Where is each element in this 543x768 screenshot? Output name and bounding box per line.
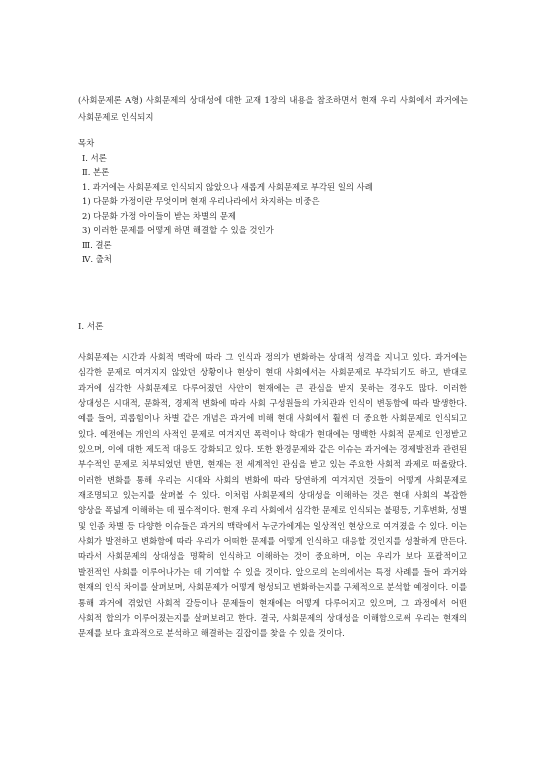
toc-item: 2) 다문화 가정 아이들이 받는 차별의 문제 [82, 210, 237, 221]
toc-item: 1. 과거에는 사회문제로 인식되지 않았으나 새롭게 사회문제로 부각된 일의 사례 [82, 181, 373, 192]
toc-item: Ⅳ. 출처 [82, 254, 112, 264]
toc-item: Ⅱ. 본론 [82, 167, 110, 177]
introduction-paragraph: 사회문제는 시간과 사회적 맥락에 따라 그 인식과 정의가 변화하는 상대적 성격을 지니고 있다. 과거에는 심각한 문제로 여겨지지 않았던 상황이나 현상이 현대 사회에서는 사회문제로 부각되기도 하고, 반대로 과거에 심각한 사회문제로 다루어졌던 사안이 현재에는 큰 관심을 받지 못하는 경우도 많다. 이러한 상대성은 시대적, 문화적, 경제적 변화에 따라 사회 구성원들의 가치관과 인식이 변동함에 따라 발생한다. 예를 들어, 괴롭힘이나 차별 같은 개념은 과거에 비해 현대 사회에서 훨씬 더 중요한 사회문제로 인식되고 있다. 예전에는 개인의 사적인 문제로 여겨지던 폭력이나 학대가 현대에는 명백한 사회적 문제로 인정받고 있으며, 이에 대한 제도적 대응도 강화되고 있다. 또한 환경문제와 같은 이슈는 과거에는 경제발전과 관련된 부수적인 문제로 치부되었던 반면, 현재는 전 세계적인 관심을 받고 있는 주요한 사회적 과제로 떠올랐다. 이러한 변화를 통해 우리는 시대와 사회의 변화에 따라 당연하게 여겨지던 것들이 어떻게 사회문제로 재조명되고 있는지를 살펴볼 수 있다. 이처럼 사회문제의 상대성을 이해하는 것은 현대 사회의 복잡한 양상을 폭넓게 이해하는 데 필수적이다. 현재 우리 사회에서 심각한 문제로 인식되는 불평등, 기후변화, 성별 및 인종 차별 등 다양한 이슈들은 과거의 맥락에서 누군가에게는 일상적인 현상으로 여겨졌을 수 있다. 이는 사회가 발전하고 변화함에 따라 우리가 어떠한 문제를 어떻게 인식하고 대응할 것인지를 성찰하게 만든다. 따라서 사회문제의 상대성을 명확히 인식하고 이해하는 것이 중요하며, 이는 우리가 보다 포괄적이고 발전적인 사회를 이루어나가는 데 기여할 수 있을 것이다. 앞으로의 논의에서는 특정 사례를 들어 과거와 현재의 인식 차이를 살펴보며, 사회문제가 어떻게 형성되고 변화하는지를 구체적으로 분석할 예정이다. 이를 통해 과거에 겪었던 사회적 갈등이나 문제들이 현재에는 어떻게 다루어지고 있으며, 그 과정에서 어떤 사회적 합의가 이루어졌는지를 살펴보려고 한다. 결국, 사회문제의 상대성을 이해함으로써 우리는 현재의 문제를 보다 효과적으로 분석하고 해결하는 길잡이를 찾을 수 있을 것이다. [78, 352, 467, 639]
toc-item: 1) 다문화 가정이란 무엇이며 현재 우리나라에서 차지하는 비중은 [82, 196, 320, 206]
toc-item: Ⅲ. 결론 [82, 239, 112, 250]
section-heading-introduction: Ⅰ. 서론 [78, 322, 104, 332]
toc-item: 3) 이러한 문제를 어떻게 하면 해결할 수 있을 것인가 [82, 225, 274, 235]
toc-item: Ⅰ. 서론 [82, 152, 107, 163]
toc-heading: 목차 [78, 138, 95, 148]
document-title: (사회문제론 A형) 사회문제의 상대성에 대한 교재 1장의 내용을 참조하면서 현재 우리 사회에서 과거에는 사회문제로 인식되지 [78, 95, 468, 122]
table-of-contents [78, 136, 468, 267]
